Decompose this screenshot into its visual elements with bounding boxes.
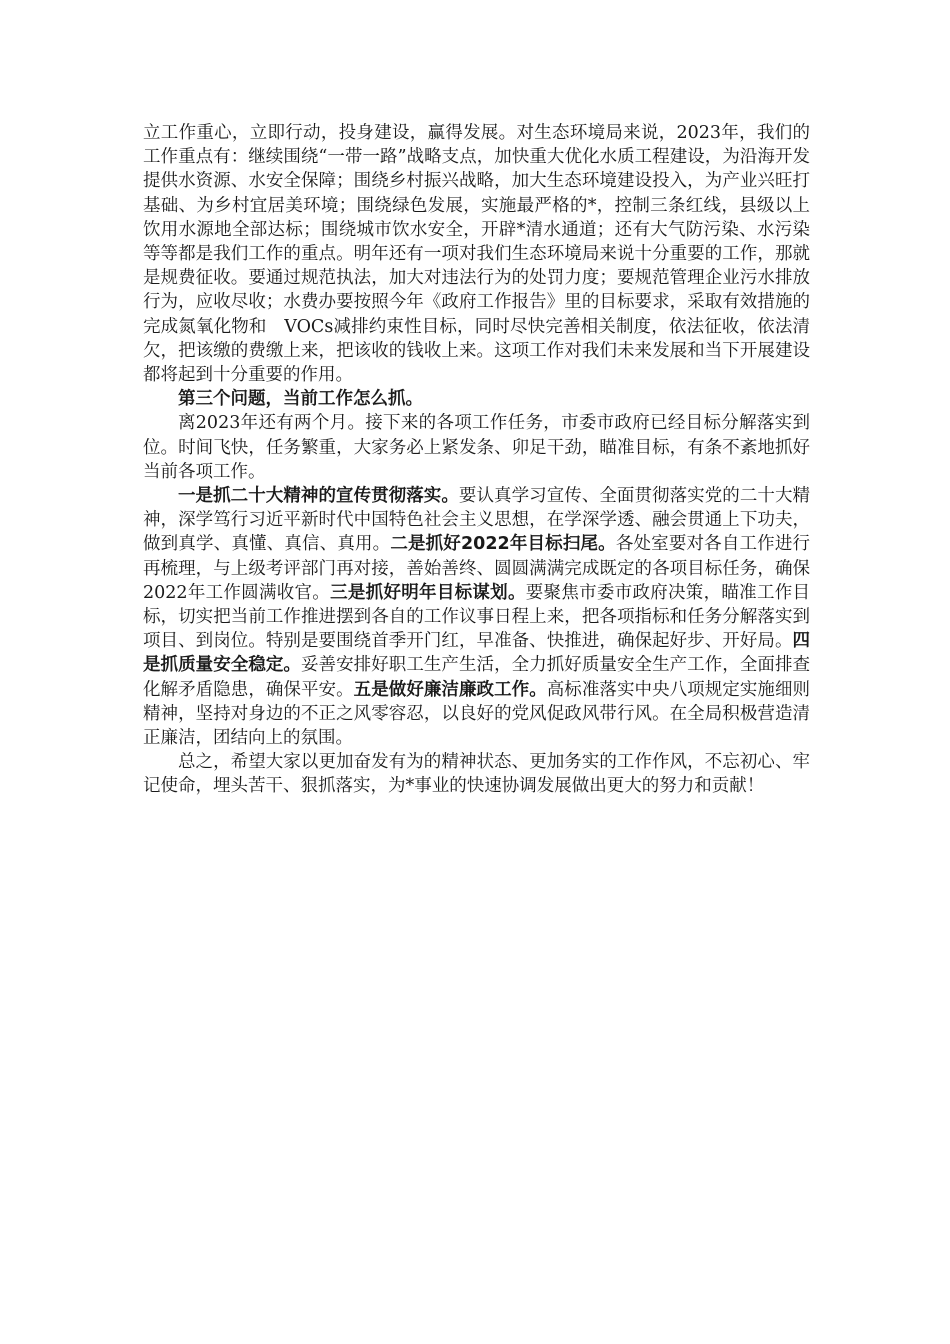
paragraph-conclusion: 总之，希望大家以更加奋发有为的精神状态、更加务实的工作作风，不忘初心、牢记使命，埋头苦干、狠抓落实，为*事业的快速协调发展做出更大的努力和贡献！ (143, 752, 810, 797)
document-body (143, 121, 810, 799)
paragraph-work-priorities: 立工作重心，立即行动，投身建设，赢得发展。对生态环境局来说，2023年，我们的工作重点有：继续围绕“一带一路”战略支点，加快重大优化水质工程建设，为沿海开发提供水资源、水安全保障；围绕乡村振兴战略，加大生态环境建设投入，为产业兴旺打基础、为乡村宜居美环境；围绕绿色发展，实施最严格的*，控制三条红线，县级以上饮用水源地全部达标；围绕城市饮水安全，开辟*清水通道；还有大气防污染、水污染等等都是我们工作的重点。明年还有一项对我们生态环境局来说十分重要的工作，那就是规费征收。要通过规范执法，加大对违法行为的处罚力度；要规范管理企业污水排放行为，应收尽收；水费办要按照今年《政府工作报告》里的目标要求，采取有效措施的完成氮氧化物和 VOCs减排约束性目标，同时尽快完善相关制度，依法征收，依法清欠，把该缴的费缴上来，把该收的钱收上来。这项工作对我们未来发展和当下开展建设都将起到十分重要的作用。 (143, 123, 810, 386)
task-5-text: 高标准落实中央八项规定实施细则精神，坚持对身边的不正之风零容忍，以良好的党风促政风带行风。在全局积极营造清正廉洁，团结向上的氛围。 (143, 679, 811, 749)
task-3-text: 要聚焦市委市政府决策，瞄准工作目标，切实把当前工作推进摆到各自的工作议事日程上来，把各项指标和任务分解落实到项目、到岗位。特别是要围绕首季开门红，早准备、快推进，确保起好步、开好局。 (143, 582, 811, 652)
paragraph-two-months-left: 离2023年还有两个月。接下来的各项工作任务，市委市政府已经目标分解落实到位。时间飞快，任务繁重，大家务必上紧发条、卯足干劲，瞄准目标，有条不紊地抓好当前各项工作。 (143, 413, 810, 482)
task-2-heading: 二是抓好2022年目标扫尾。 (390, 534, 616, 555)
task-3-heading: 三是抓好明年目标谋划。 (330, 582, 526, 603)
section-heading-current-work: 第三个问题，当前工作怎么抓。 (178, 389, 423, 410)
task-1-heading: 一是抓二十大精神的宣传贯彻落实。 (178, 486, 459, 507)
paragraph-five-tasks (143, 484, 810, 750)
task-4-heading: 四是抓质量安全稳定。 (143, 631, 810, 676)
task-5-heading: 五是做好廉洁廉政工作。 (353, 679, 547, 700)
task-1-text: 要认真学习宣传、全面贯彻落实党的二十大精神，深学笃行习近平新时代中国特色社会主义思想，在学深学透、融会贯通上下功夫，做到真学、真懂、真信、真用。 (143, 486, 811, 555)
task-2-text: 各处室要对各自工作进行再梳理，与上级考评部门再对接，善始善终、圆圆满满完成既定的各项目标任务，确保2022年工作圆满收官。 (143, 534, 810, 603)
task-4-text: 妥善安排好职工生产生活，全力抓好质量安全生产工作，全面排查化解矛盾隐患，确保平安。 (143, 655, 811, 700)
